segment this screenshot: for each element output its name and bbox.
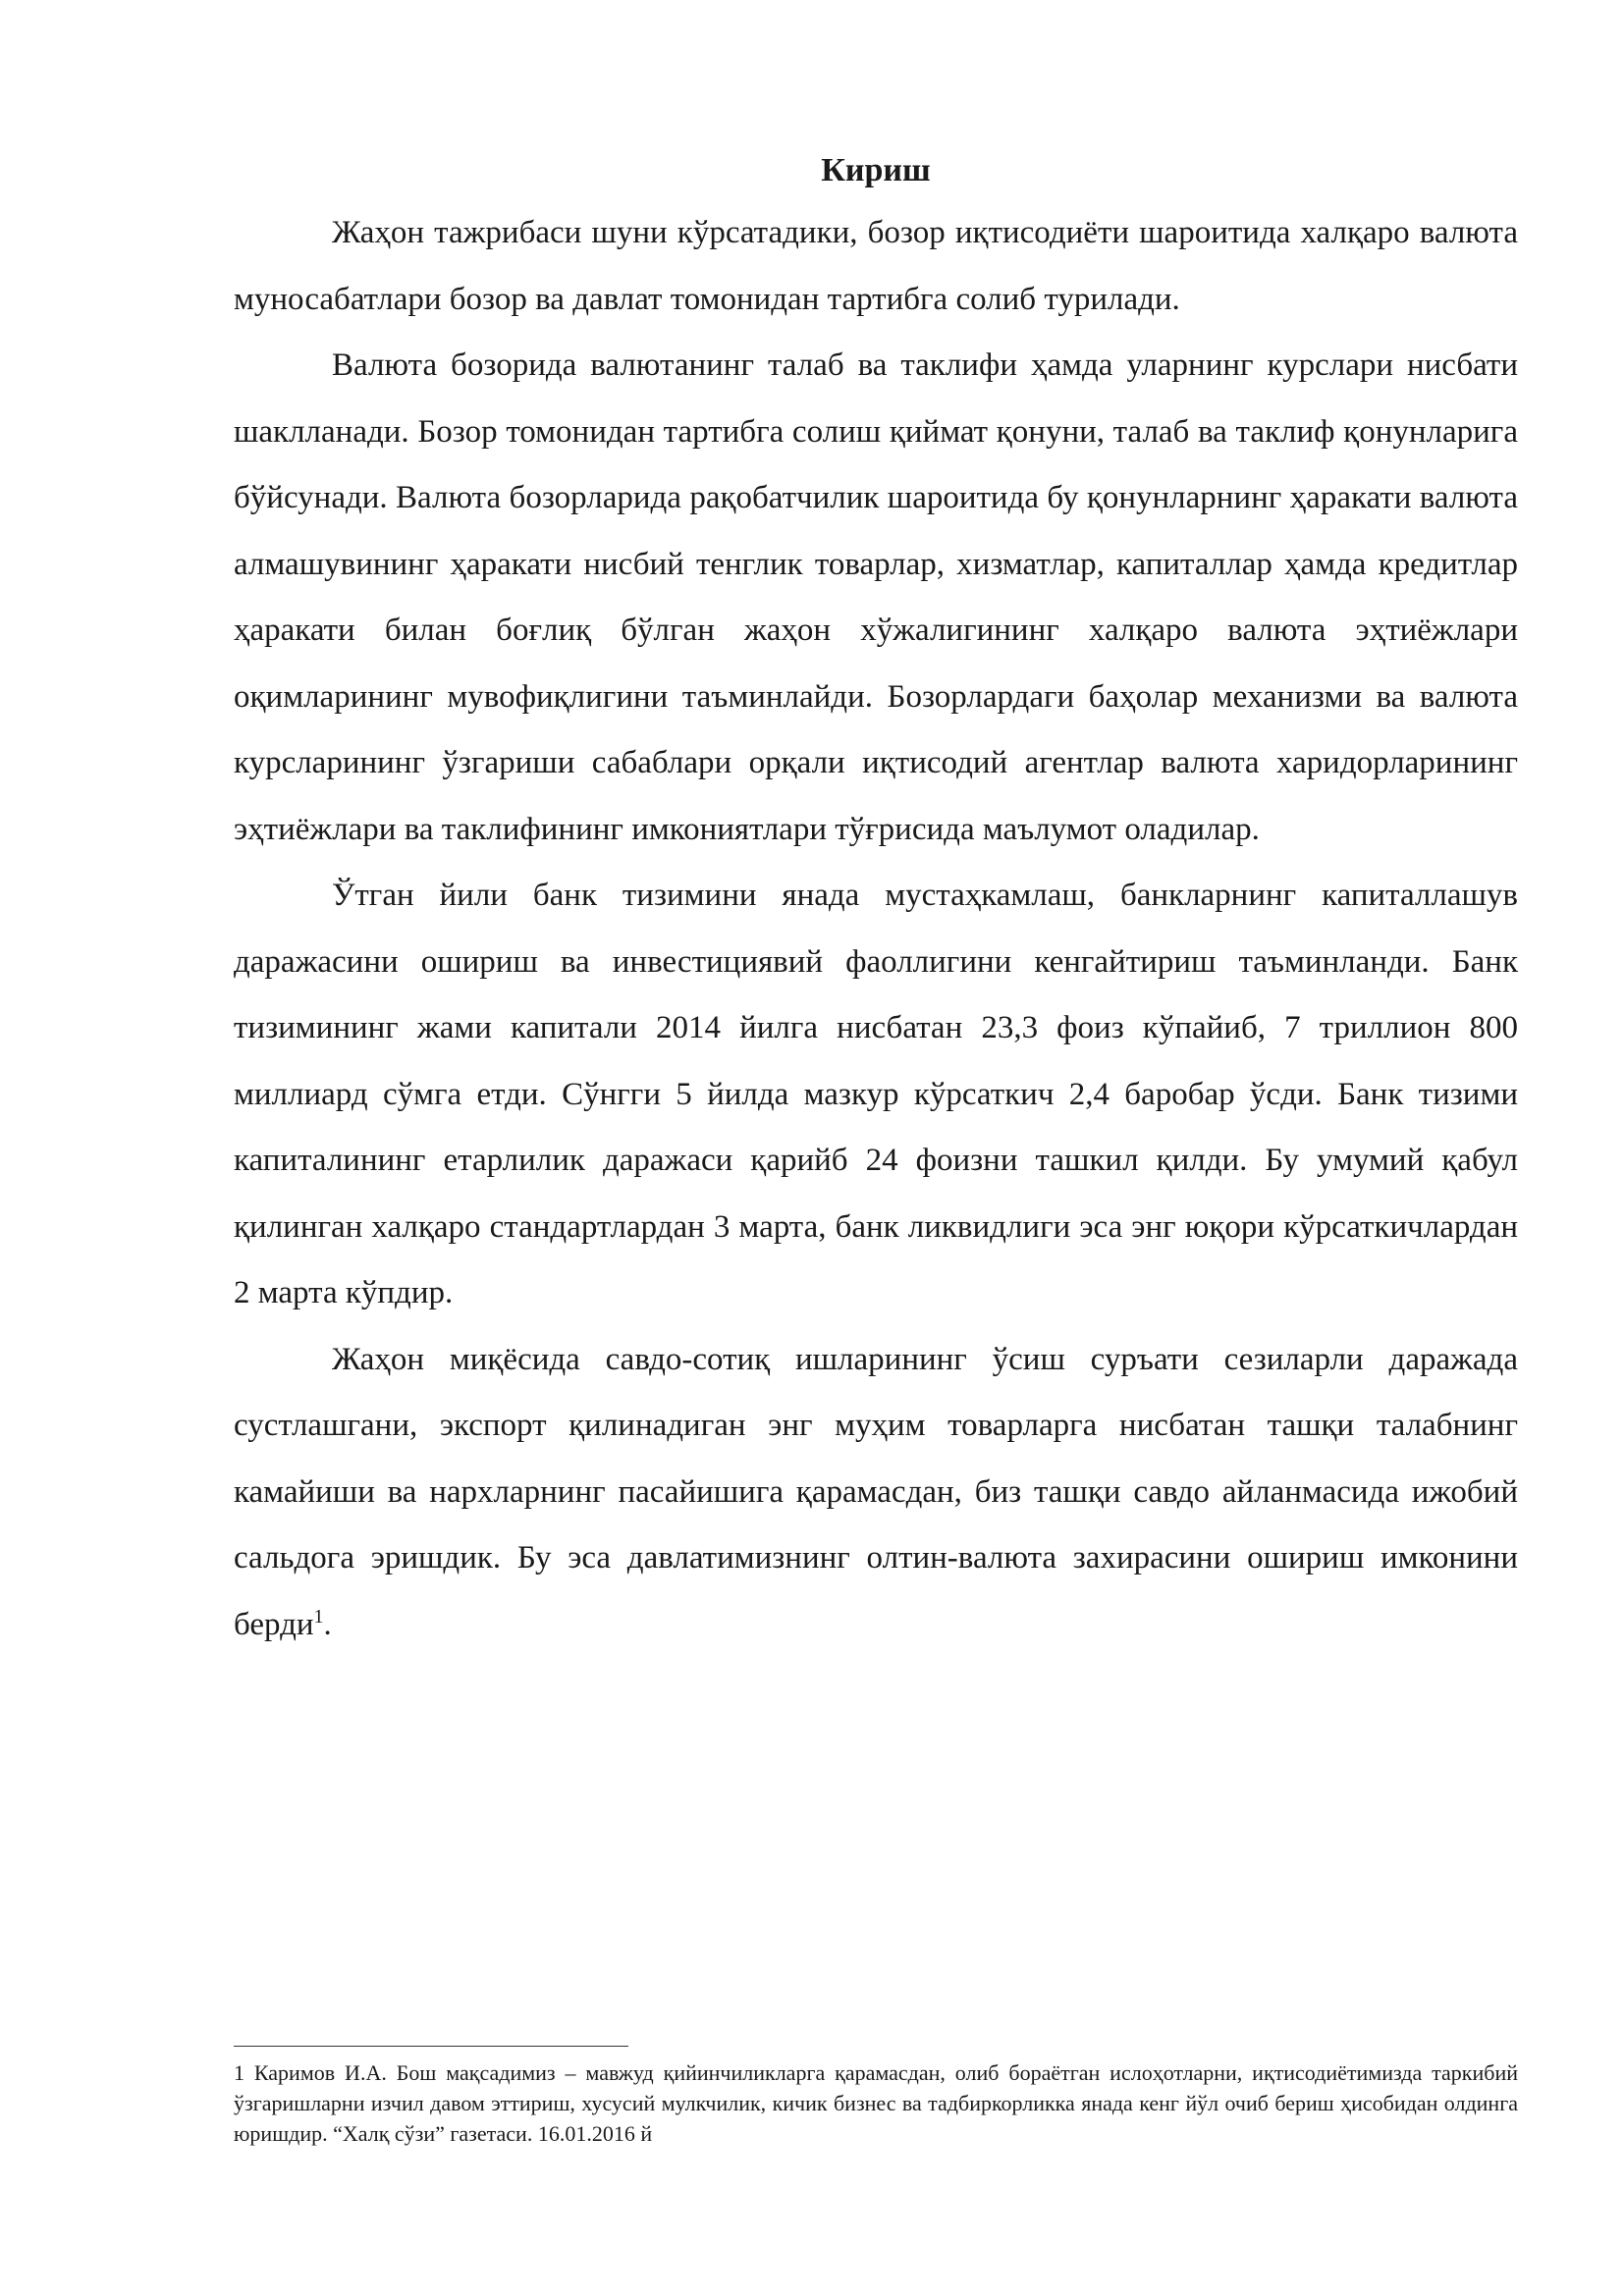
footnote: 1 Каримов И.А. Бош мақсадимиз – мавжуд қийинчиликларга қарамасдан, олиб бораётган ислоҳотларни, иқтисодиётимизда таркибий ўзгаришларни изчил давом эттириш, хусусий мулкчилик, кичик бизнес ва тадбиркорликка янада кенг йўл очиб бериш ҳисобидан олдинга юришдир. “Халқ сўзи” газетаси. 16.01.2016 й	[234, 2060, 1518, 2146]
page-title: Кириш	[821, 152, 931, 188]
document-body	[234, 147, 1518, 1658]
paragraph-2: Валюта бозорида валютанинг талаб ва таклифи ҳамда уларнинг курслари нисбати шаклланади. Бозор томонидан тартибга солиш қиймат қонуни, талаб ва таклиф қонунларига бўйсунади. Валюта бозорларида рақобатчилик шароитида бу қонунларнинг ҳаракати валюта алмашувининг ҳаракати нисбий тенглик товарлар, хизматлар, капиталлар ҳамда кредитлар ҳаракати билан боғлиқ бўлган жаҳон хўжалигининг халқаро валюта эҳтиёжлари оқимларининг мувофиқлигини таъминлайди. Бозорлардаги баҳолар механизми ва валюта курсларининг ўзгариши сабаблари орқали иқтисодий агентлар валюта харидорларининг эҳтиёжлари ва таклифининг имкониятлари тўғрисида маълумот оладилар.	[234, 347, 1518, 847]
paragraph-3: Ўтган йили банк тизимини янада мустаҳкамлаш, банкларнинг капиталлашув даражасини ошириш ва инвестициявий фаоллигини кенгайтириш таъминланди. Банк тизимининг жами капитали 2014 йилга нисбатан 23,3 фоиз кўпайиб, 7 триллион 800 миллиард сўмга етди. Сўнгги 5 йилда мазкур кўрсаткич 2,4 баробар ўсди. Банк тизими капиталининг етарлилик даражаси қарийб 24 фоизни ташкил қилди. Бу умумий қабул қилинган халқаро стандартлардан 3 марта, банк ликвидлиги эса энг юқори кўрсаткичлардан 2 марта кўпдир.	[234, 878, 1518, 1310]
paragraph-4-end: .	[323, 1606, 332, 1642]
paragraph-4	[234, 1327, 1518, 1659]
paragraph-1: Жаҳон тажрибаси шуни кўрсатадики, бозор иқтисодиёти шароитида халқаро валюта муносабатлари бозор ва давлат томонидан тартибга солиб турилади.	[234, 215, 1518, 317]
footnote-separator	[234, 2046, 628, 2047]
footnote-reference: 1	[313, 1605, 324, 1628]
paragraph-4-text: Жаҳон миқёсида савдо-сотиқ ишларининг ўсиш суръати сезиларли даражада сустлашгани, экспорт қилинадиган энг муҳим товарларга нисбатан ташқи талабнинг камайиши ва нархларнинг пасайишига қарамасдан, биз ташқи савдо айланмасида ижобий сальдога эришдик. Бу эса давлатимизнинг олтин-валюта захирасини ошириш имконини берди	[234, 1341, 1518, 1642]
